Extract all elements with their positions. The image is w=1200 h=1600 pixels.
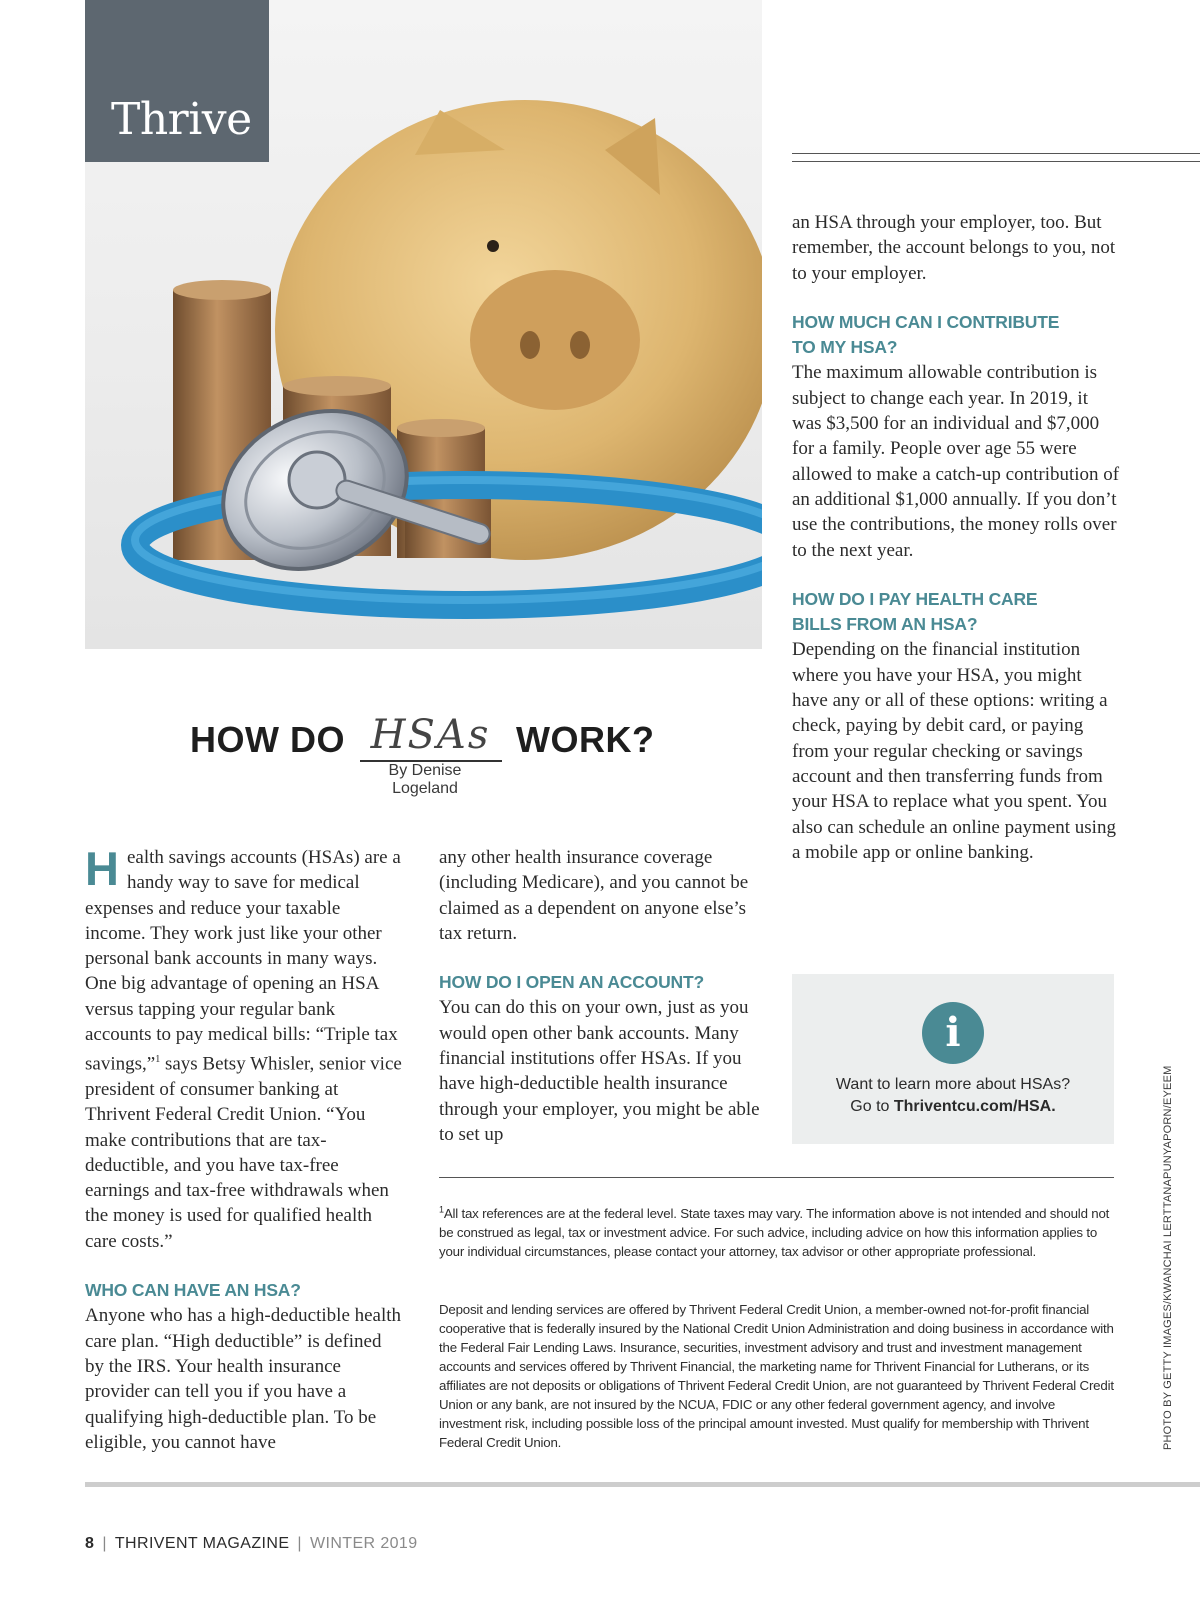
drop-cap: H (85, 842, 119, 895)
section-label: Thrive (111, 94, 252, 145)
issue-date: WINTER 2019 (309, 1535, 418, 1552)
magazine-name: THRIVENT MAGAZINE (114, 1535, 290, 1552)
paragraph-eligibility: any other health insurance coverage (including Medicare), and you cannot be claimed as a dependent on anyone else’s tax return. (439, 847, 749, 944)
paragraph-pay-bills: Depending on the financial institution where you have your HSA, you might have any or all of these options: writing a check, paying by debit card, or paying from your regular checking or savings account and then transferring funds from your HSA to replace what you spent. You also can schedule an online payment using a mobile app or online banking. (792, 639, 1116, 863)
info-icon: i (922, 1002, 984, 1064)
article-title (190, 712, 670, 761)
column-3 (792, 210, 1122, 865)
info-callout-text: Want to learn more about HSAs? Go to Thriventcu.com/HSA. (835, 1076, 1071, 1115)
section-label-box (85, 0, 269, 162)
byline: By Denise Logeland (388, 762, 462, 797)
footnote-disclosure: Deposit and lending services are offered by Thrivent Federal Credit Union, a member-owned not-for-profit financial cooperative that is federally insured by the National Credit Union Administration and doing business in accordance with the Federal Fair Lending Laws. Insurance, securities, investment advisory and trust and investment management accounts and services offered by Thrivent Financial, the marketing name for Thrivent Financial for Lutherans, or its affiliates are not deposits or obligations of Thrivent Federal Credit Union, are not guaranteed by Thrivent Federal Credit Union or any bank, are not insured by the NCUA, FDIC or any other federal government agency, and involve investment risk, including possible loss of the principal amount invested. Must qualify for membership with Thrivent Federal Credit Union. (439, 1302, 1114, 1450)
photo-credit: PHOTO BY GETTY IMAGES/KWANCHAI LERTTANAPUNYAPORN/EYEEM (1162, 1065, 1174, 1450)
heading-who-can-have: WHO CAN HAVE AN HSA? (85, 1280, 301, 1301)
paragraph-who-can-have: Anyone who has a high-deductible health care plan. “High deductible” is defined by the IRS. Your health insurance provider can tell you if you have a qualifying high-deductible plan. To be eligible, you cannot have (85, 1305, 402, 1453)
folio: 8 | THRIVENT MAGAZINE | WINTER 2019 (85, 1535, 418, 1552)
paragraph-open-account: You can do this on your own, just as you would open other bank accounts. Many financial institutions offer HSAs. If you have high-deductible health insurance through your employer, you might be able to set up (439, 997, 760, 1145)
title-tail: WORK? (516, 719, 655, 760)
footnote-1: $^1$All tax references are at the federal level. State taxes may vary. The information above is not intended and should not be construed as legal, tax or investment advice. For such advice, including advice on how this information applies to your individual circumstances, please contact your attorney, tax advisor or other appropriate professional. (439, 1204, 1110, 1259)
footnote-rule (439, 1177, 1114, 1178)
info-callout (792, 974, 1114, 1144)
header-rule-bottom (792, 161, 1200, 162)
heading-open-account: HOW DO I OPEN AN ACCOUNT? (439, 972, 704, 993)
info-link[interactable]: Thriventcu.com/HSA. (893, 1098, 1056, 1115)
bottom-rule (85, 1482, 1200, 1487)
page-number: 8 (85, 1535, 95, 1552)
paragraph-employer: an HSA through your employer, too. But remember, the account belongs to you, not to your employer. (792, 212, 1116, 284)
paragraph-contribute: The maximum allowable contribution is subject to change each year. In 2019, it was $3,500 for an individual and $7,000 for a family. People over age 55 were allowed to make a catch-up contribution of an additional $1,000 annually. If you don’t use the contributions, the money rolls over to the next year. (792, 362, 1120, 561)
column-2 (439, 845, 761, 1147)
heading-pay-bills: HOW DO I PAY HEALTH CARE BILLS FROM AN HSA? (792, 588, 1038, 635)
heading-contribute: HOW MUCH CAN I CONTRIBUTE TO MY HSA? (792, 311, 1060, 358)
intro-paragraph: Health savings accounts (HSAs) are a handy way to save for medical expenses and reduce your taxable income. They work just like your other personal bank accounts in many ways. One big advantage of opening an HSA versus tapping your regular bank accounts to pay medical bills: “Triple tax savings,”$^1$ says Betsy Whisler, senior vice president of consumer banking at Thrivent Federal Credit Union. “You make contributions that are tax-deductible, and you have tax-free earnings and tax-free withdrawals when the money is used for qualified health care costs.” (85, 842, 402, 1252)
title-lead: HOW DO (190, 719, 345, 760)
footnote-ref: 1 (155, 1054, 161, 1066)
title-script-word: HSAs (356, 712, 506, 758)
header-rule-top (792, 153, 1200, 154)
column-1 (85, 842, 405, 1455)
